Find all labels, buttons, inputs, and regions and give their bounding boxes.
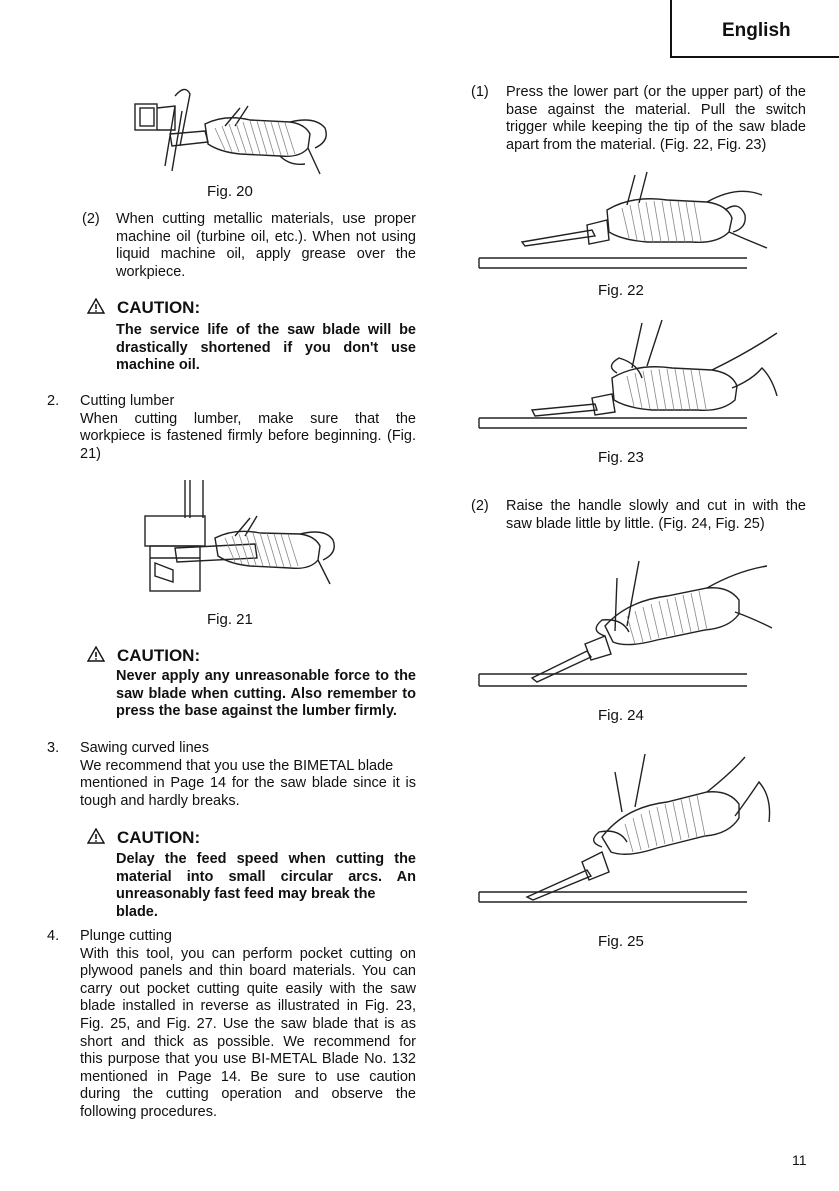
fig23-illustration (477, 318, 787, 433)
fig25-illustration (477, 752, 777, 907)
text-line: Press the lower part (or the upper part) of the (506, 84, 806, 100)
text-line: mentioned in Page 14. Be sure to use caution (80, 1068, 416, 1085)
text-line: following procedures. (80, 1103, 218, 1120)
fig21-caption: Fig. 21 (207, 611, 253, 628)
right-step2-paragraph (506, 498, 806, 533)
text-line: liquid machine oil, apply grease over the (116, 246, 416, 263)
fig20-illustration (130, 86, 345, 181)
text-line: saw blade little by little. (Fig. 24, Fig. 25) (506, 515, 765, 532)
item2-number: 2. (47, 393, 60, 409)
caution2-title: CAUTION: (117, 646, 201, 665)
fig20-caption: Fig. 20 (207, 183, 253, 200)
text-line: carry out pocket cutting quite easily with the saw (80, 980, 416, 997)
fig24-illustration (477, 556, 777, 691)
fig22-illustration (477, 170, 777, 270)
fig25-caption: Fig. 25 (598, 933, 644, 950)
text-line: When cutting lumber, make sure that the (80, 410, 416, 427)
text-line: during the cutting operation and observe the (80, 1086, 416, 1103)
text-line: When cutting metallic materials, use proper (116, 211, 416, 227)
text-line: machine oil (turbine oil, etc.). When not using (116, 228, 416, 245)
fig22-caption: Fig. 22 (598, 282, 644, 299)
text-line: this purpose that you use BI-METAL Blade No. 132 (80, 1051, 416, 1068)
text-line: With this tool, you can perform pocket cutting on (80, 945, 416, 962)
right-step2-number: (2) (471, 498, 489, 514)
caution2-heading (87, 646, 200, 666)
text-line: Never apply any unreasonable force to the (116, 668, 416, 684)
caution1-title: CAUTION: (117, 298, 201, 317)
text-line: mentioned in Page 14 for the saw blade since it is (80, 775, 416, 792)
item4-number: 4. (47, 928, 60, 944)
caution3-title: CAUTION: (117, 828, 201, 847)
right-step1-paragraph (506, 84, 806, 154)
step2-paragraph (116, 211, 416, 281)
text-line: The service life of the saw blade will be (116, 322, 416, 338)
fig24-caption: Fig. 24 (598, 707, 644, 724)
warning-triangle-icon (87, 828, 105, 844)
warning-triangle-icon (87, 298, 105, 314)
caution1-text (116, 322, 416, 375)
text-line: tough and hardly breaks. (80, 792, 240, 809)
text-line: We recommend that you use the BIMETAL blade (80, 757, 394, 774)
text-line: apart from the material. (Fig. 22, Fig. 23) (506, 136, 767, 153)
item3-number: 3. (47, 740, 60, 756)
text-line: press the base against the lumber firmly. (116, 703, 397, 720)
right-step1-number: (1) (471, 84, 489, 100)
item3-paragraph (80, 740, 416, 810)
text-line: Raise the handle slowly and cut in with the (506, 498, 806, 514)
fig23-caption: Fig. 23 (598, 449, 644, 466)
text-line: Delay the feed speed when cutting the (116, 851, 416, 867)
text-line: trigger while keeping the tip of the saw blade (506, 119, 806, 136)
text-line: workpiece is fastened firmly before beginning. (Fig. (80, 428, 416, 445)
text-line: Plunge cutting (80, 928, 172, 944)
text-line: blade installed in reverse as illustrated in Fig. 23, (80, 998, 416, 1015)
text-line: 21) (80, 445, 101, 462)
text-line: material into small circular arcs. An (116, 868, 416, 885)
text-line: plywood panels and thin board materials. You can (80, 963, 416, 980)
text-line: Fig. 25, and Fig. 27. Use the saw blade that is as (80, 1015, 416, 1032)
text-line: saw blade when cutting. Also remember to (116, 685, 416, 702)
text-line: unreasonably fast feed may break the blade. (116, 886, 376, 920)
fig21-illustration (135, 478, 350, 596)
caution3-heading (87, 828, 200, 848)
caution2-text (116, 668, 416, 721)
text-line: Sawing curved lines (80, 740, 209, 756)
warning-triangle-icon (87, 646, 105, 662)
language-label: English (722, 20, 791, 41)
language-tab (670, 0, 839, 58)
text-line: base against the material. Pull the switch (506, 101, 806, 118)
step2-number: (2) (82, 211, 100, 227)
text-line: drastically shortened if you don't use (116, 339, 416, 356)
caution1-heading (87, 298, 200, 318)
text-line: workpiece. (116, 263, 186, 280)
caution3-text (116, 851, 416, 921)
text-line: short and thick as possible. We recommend for (80, 1033, 416, 1050)
text-line: machine oil. (116, 357, 200, 374)
item4-paragraph (80, 928, 416, 1122)
page-number: 11 (792, 1152, 807, 1168)
text-line: Cutting lumber (80, 393, 175, 409)
item2-paragraph (80, 393, 416, 463)
